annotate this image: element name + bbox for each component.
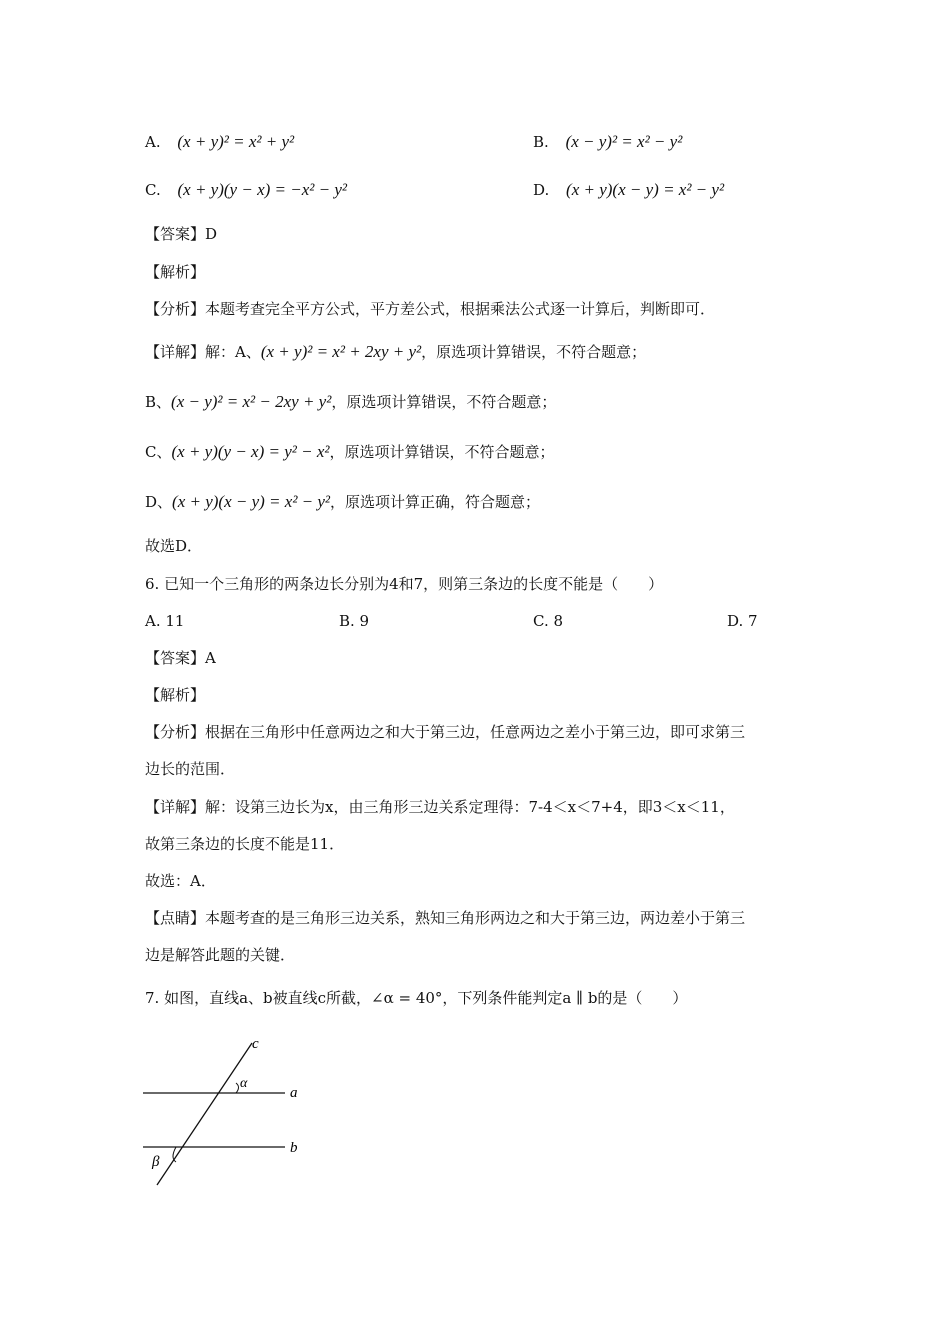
line-c (157, 1043, 252, 1185)
q5-option-b-label: B. (533, 133, 549, 151)
q6-detail-line-2: 故第三条边的长度不能是11． (145, 835, 345, 853)
label-alpha: α (240, 1076, 248, 1091)
q5-option-d (533, 180, 724, 200)
q5-option-a (145, 132, 294, 152)
q5-detail-a-prefix: 【详解】解：A、 (145, 343, 261, 361)
q6-detail-line-1: 【详解】解：设第三边长为x，由三角形三边关系定理得：7-4＜x＜7+4，即3＜x＜11， (145, 798, 735, 816)
q5-detail-b (145, 392, 556, 412)
q5-option-b (533, 132, 682, 152)
q5-detail-a-expr: (x + y)² = x² + 2xy + y² (260, 342, 422, 361)
q6-option-d: D. 7 (727, 612, 758, 630)
q6-option-c: C. 8 (533, 612, 564, 630)
q5-detail-a (145, 342, 646, 362)
q6-answer: 【答案】A (145, 649, 216, 667)
q6-option-a: A. 11 (145, 612, 185, 630)
q5-detail-c-expr: (x + y)(y − x) = y² − x² (171, 442, 330, 461)
q5-option-d-expr: (x + y)(x − y) = x² − y² (566, 180, 725, 199)
q5-detail-c-prefix: C、 (145, 443, 172, 461)
angle-alpha-arc (236, 1083, 239, 1093)
q5-detail-a-suffix: ，原选项计算错误，不符合题意； (421, 343, 647, 361)
q5-answer: 【答案】D (145, 225, 218, 243)
q6-analysis-line-1: 【分析】根据在三角形中任意两边之和大于第三边，任意两边之差小于第三边，即可求第三 (145, 723, 746, 741)
q5-detail-d-expr: (x + y)(x − y) = x² − y² (172, 492, 331, 511)
q6-comment-line-2: 边是解答此题的关键． (145, 946, 296, 964)
q6-jiexi-heading: 【解析】 (145, 686, 206, 704)
q6-conclusion: 故选：A． (145, 872, 216, 890)
q5-detail-b-expr: (x − y)² = x² − 2xy + y² (171, 392, 332, 411)
q5-option-d-label: D. (533, 181, 550, 199)
label-b: b (290, 1140, 298, 1156)
q6-stem: 6. 已知一个三角形的两条边长分别为4和7，则第三条边的长度不能是（ ） (145, 575, 664, 593)
q5-detail-d (145, 492, 540, 512)
q7-stem: 7. 如图，直线a、b被直线c所截，∠α = 40°，下列条件能判定a ∥ b的是（ ） (145, 989, 688, 1007)
q5-detail-c-suffix: ，原选项计算错误，不符合题意； (329, 443, 555, 461)
q5-option-b-expr: (x − y)² = x² − y² (565, 132, 683, 151)
q5-detail-b-suffix: ，原选项计算错误，不符合题意； (331, 393, 557, 411)
q5-conclusion: 故选D． (145, 537, 203, 555)
q5-detail-d-prefix: D、 (145, 493, 173, 511)
q5-option-a-label: A. (145, 133, 161, 151)
q6-analysis-line-2: 边长的范围． (145, 760, 236, 778)
q5-detail-b-prefix: B、 (145, 393, 172, 411)
q5-detail-d-suffix: ，原选项计算正确，符合题意； (330, 493, 541, 511)
label-beta: β (152, 1154, 160, 1170)
q5-option-c-expr: (x + y)(y − x) = −x² − y² (177, 180, 347, 199)
q7-figure (140, 1030, 320, 1195)
q5-option-c-label: C. (145, 181, 161, 199)
q6-comment-line-1: 【点睛】本题考查的是三角形三边关系，熟知三角形两边之和大于第三边，两边差小于第三 (145, 909, 746, 927)
q5-option-a-expr: (x + y)² = x² + y² (177, 132, 295, 151)
q5-option-c (145, 180, 347, 200)
q6-option-b: B. 9 (339, 612, 370, 630)
q5-jiexi-heading: 【解析】 (145, 263, 206, 281)
label-c: c (252, 1036, 259, 1052)
q5-analysis: 【分析】本题考查完全平方公式，平方差公式，根据乘法公式逐一计算后，判断即可． (145, 300, 716, 318)
q5-detail-c (145, 442, 555, 462)
label-a: a (290, 1085, 298, 1101)
